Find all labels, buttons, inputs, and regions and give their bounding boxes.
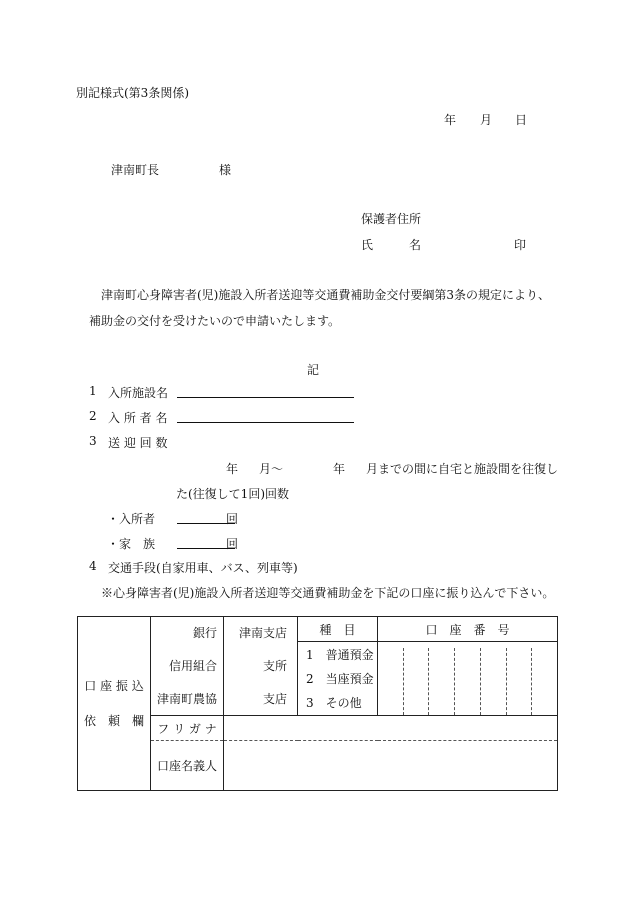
- applicant-seal: 印: [514, 238, 527, 252]
- account-holder-label: 口座名義人: [151, 741, 224, 791]
- furigana-label: フ リ ガ ナ: [151, 716, 224, 741]
- period-end-year: 年: [333, 462, 346, 476]
- bank-account-table: [77, 616, 558, 791]
- item-number-4: 4: [89, 559, 97, 573]
- applicant-address-label: 保護者住所: [361, 212, 422, 226]
- bank-type-agri-coop: 津南町農協: [156, 691, 217, 706]
- applicant-name-char2: 名: [409, 238, 422, 252]
- account-number-header: 口 座 番 号: [378, 617, 558, 642]
- account-number-field[interactable]: [378, 642, 558, 716]
- period-end-text: 月までの間に自宅と施設間を往復し: [366, 462, 559, 476]
- date-month: 月: [480, 113, 493, 127]
- account-holder-field[interactable]: [224, 741, 558, 791]
- body-text-line2: 補助金の交付を受けたいので申請いたします。: [89, 314, 341, 328]
- branch-tsunan: 津南支店: [238, 626, 287, 641]
- bank-type-credit-union: 信用組合: [168, 658, 217, 673]
- branch-office: 支所: [262, 658, 287, 673]
- period-start-month: 月〜: [259, 462, 284, 476]
- kind-ordinary[interactable]: 1 普通預金: [306, 647, 374, 662]
- bank-type-cell[interactable]: [151, 617, 224, 716]
- family-count-unit: 回: [226, 537, 239, 551]
- addressee-honorific: 様: [219, 163, 232, 177]
- account-kind-header: 種 目: [298, 617, 378, 642]
- branch-store: 支店: [262, 691, 287, 706]
- resident-name-line[interactable]: [177, 422, 354, 423]
- transfer-note: ※心身障害者(児)施設入所者送迎等交通費補助金を下記の口座に振り込んで下さい。: [101, 586, 555, 600]
- kind-checking[interactable]: 2 当座預金: [306, 671, 374, 686]
- resident-count-unit: 回: [226, 512, 239, 526]
- item-number-3: 3: [89, 434, 97, 448]
- period-start-year: 年: [226, 462, 239, 476]
- trip-count-label: 送 迎 回 数: [108, 436, 168, 450]
- family-count-label: ・家 族: [107, 537, 156, 551]
- facility-name-line[interactable]: [177, 397, 354, 398]
- date-year: 年: [444, 113, 457, 127]
- body-text-line1: 津南町心身障害者(児)施設入所者送迎等交通費補助金交付要綱第3条の規定により、: [101, 288, 551, 302]
- applicant-name-char1: 氏: [361, 238, 374, 252]
- bank-type-bank: 銀行: [192, 626, 217, 641]
- kind-other[interactable]: 3 その他: [306, 695, 362, 710]
- form-id-label: 別記様式(第3条関係): [76, 86, 189, 100]
- account-kind-options[interactable]: [298, 642, 378, 716]
- item-number-1: 1: [89, 384, 97, 398]
- facility-name-label: 入所施設名: [108, 386, 169, 400]
- furigana-field[interactable]: [224, 716, 558, 741]
- branch-cell[interactable]: [224, 617, 298, 716]
- transfer-request-section-label: 口 座 振 込 依 頼 欄: [78, 617, 151, 791]
- item-number-2: 2: [89, 409, 97, 423]
- addressee-mayor: 津南町長: [111, 163, 160, 177]
- ki-heading: 記: [307, 363, 320, 377]
- resident-count-label: ・入所者: [107, 512, 156, 526]
- date-day: 日: [515, 113, 528, 127]
- period-text-line2: た(往復して1回)回数: [176, 487, 289, 501]
- resident-name-label: 入 所 者 名: [108, 411, 168, 425]
- transport-means-label: 交通手段(自家用車、バス、列車等): [108, 561, 298, 575]
